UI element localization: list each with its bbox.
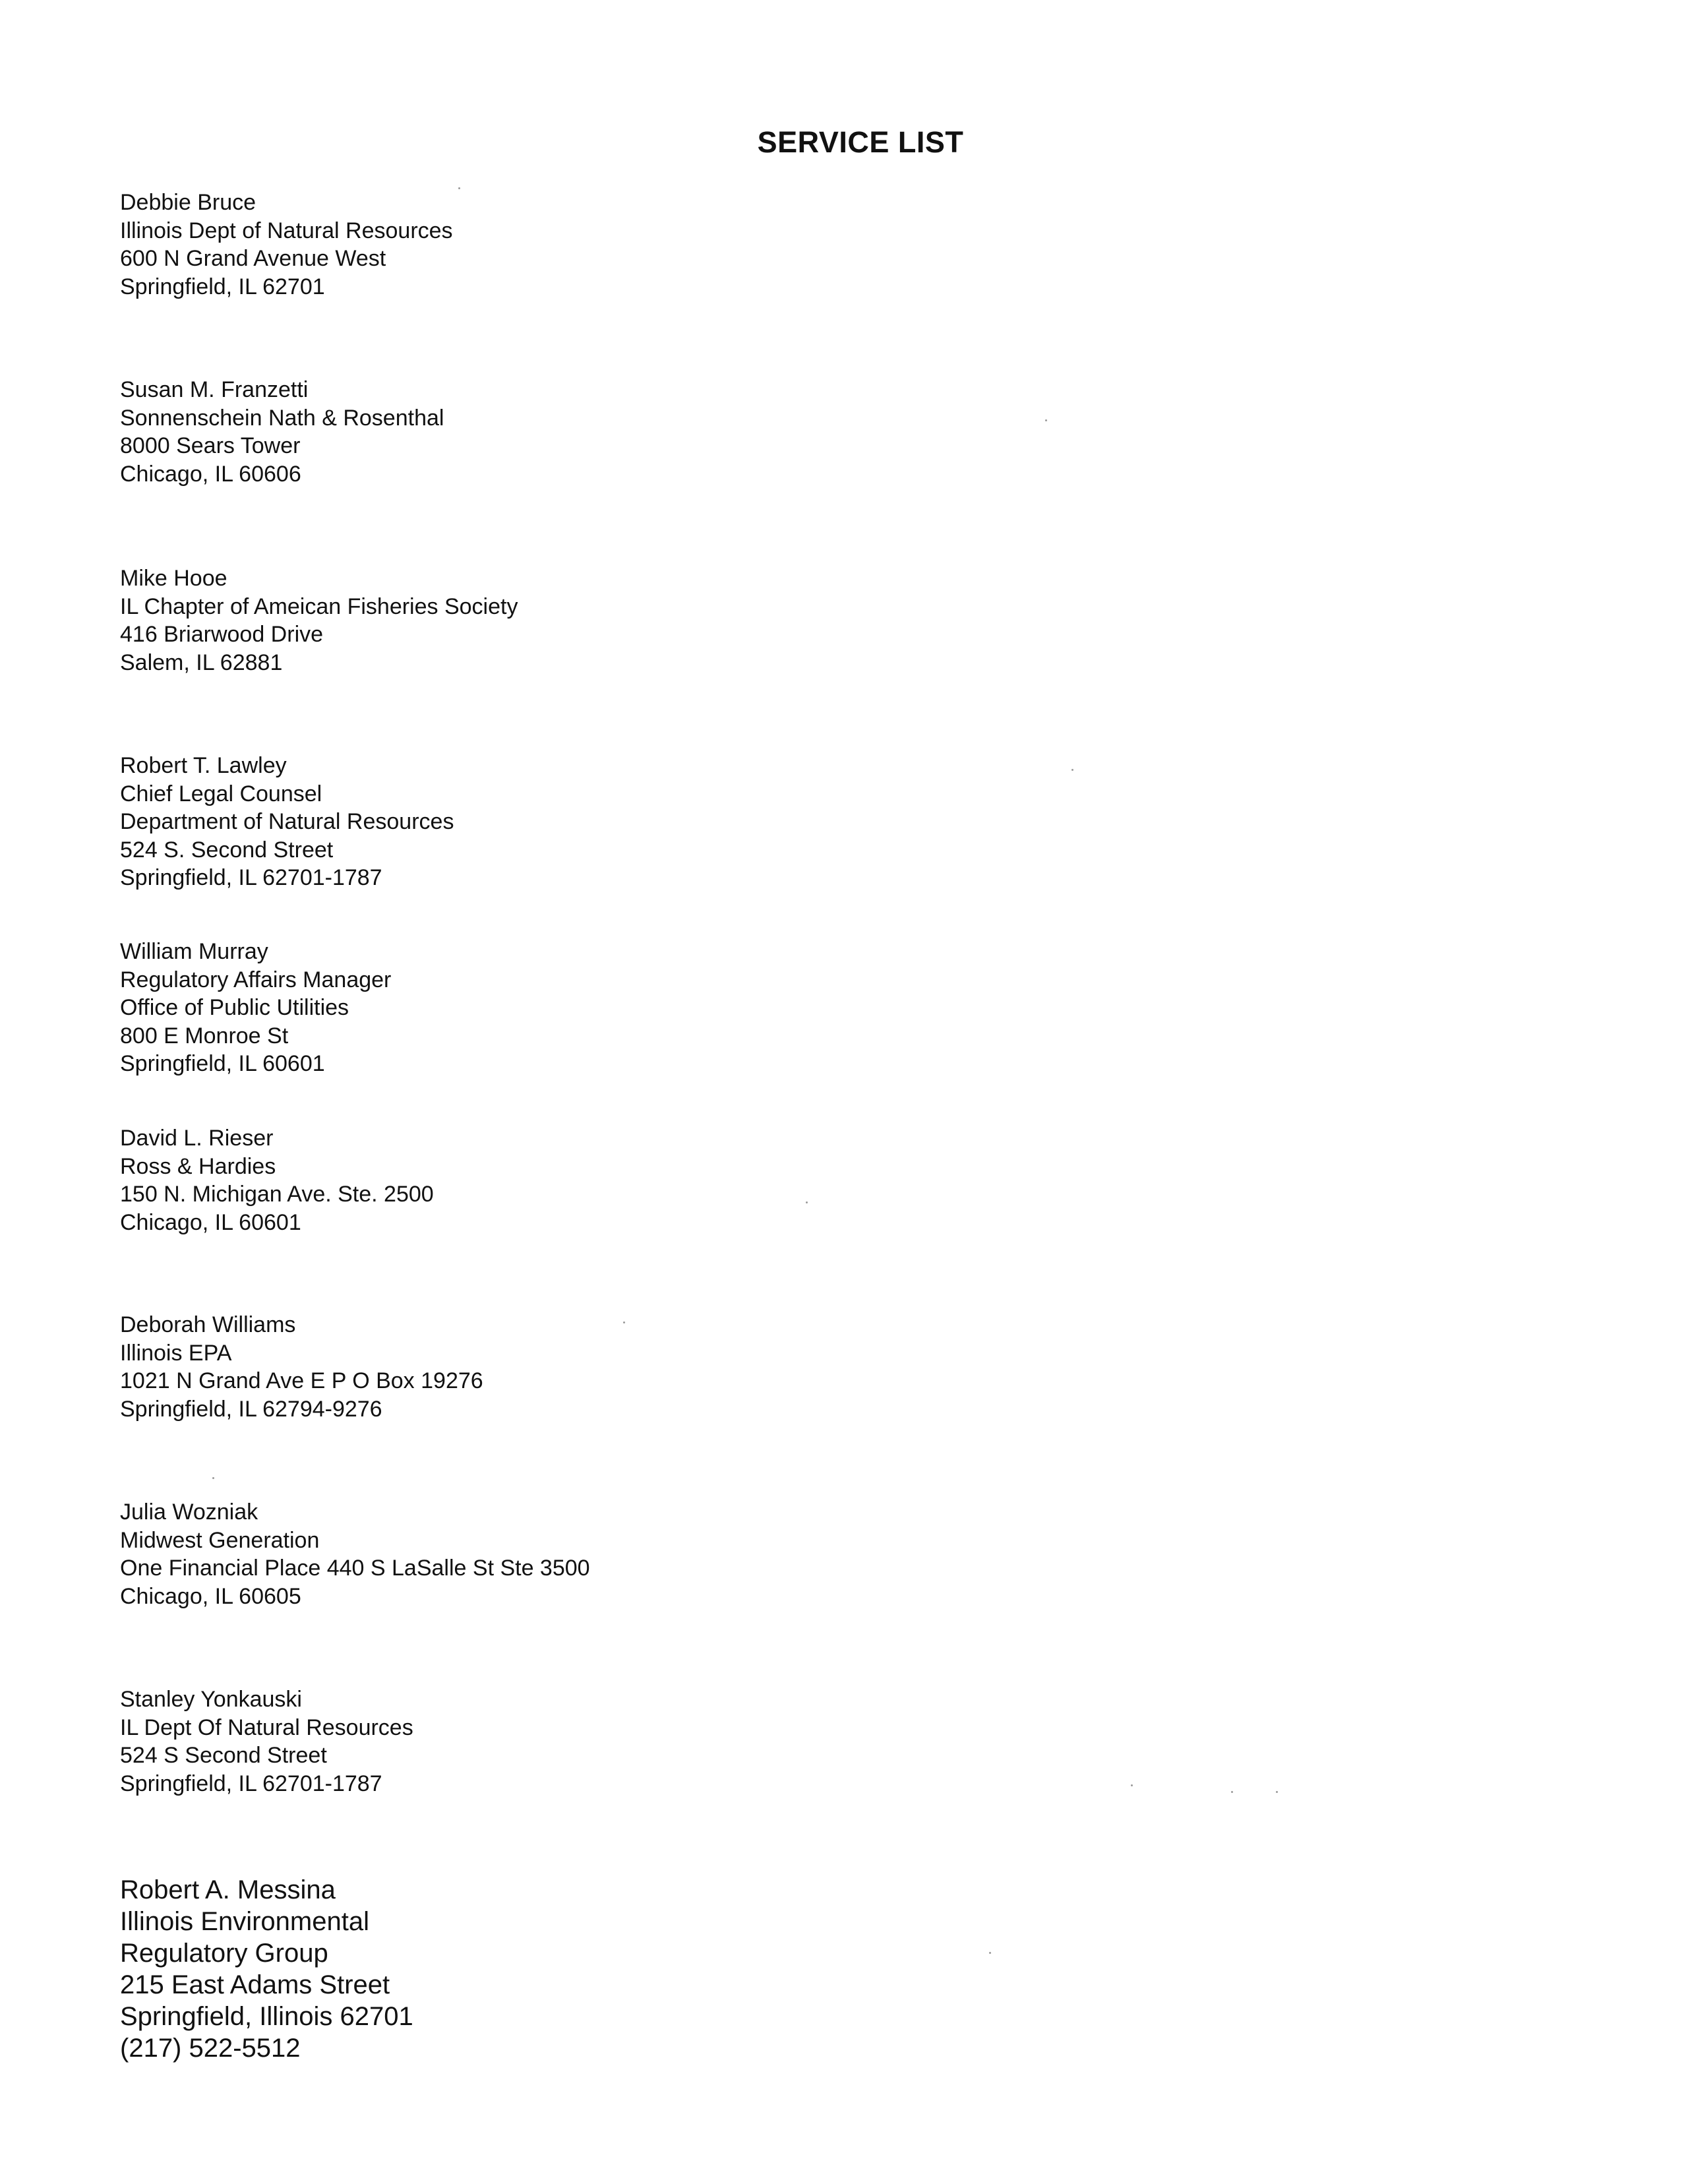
entry-name: David L. Rieser xyxy=(120,1126,274,1151)
entry-name: Susan M. Franzetti xyxy=(120,377,309,402)
service-entry xyxy=(120,938,391,1078)
page-title: SERVICE LIST xyxy=(757,125,964,159)
entry-line: Chief Legal Counsel xyxy=(120,781,322,806)
entry-line: Illinois EPA xyxy=(120,1340,232,1366)
entry-line: IL Chapter of Ameican Fisheries Society xyxy=(120,593,518,619)
entry-line: 416 Briarwood Drive xyxy=(120,622,324,647)
entry-line: 524 S Second Street xyxy=(120,1743,327,1768)
entry-line: Springfield, Illinois 62701 xyxy=(120,2002,413,2031)
entry-line: Springfield, IL 62794-9276 xyxy=(120,1396,382,1422)
scan-speck xyxy=(1131,1784,1133,1786)
service-entry xyxy=(120,1124,434,1236)
service-entry xyxy=(120,1311,483,1423)
scan-speck xyxy=(1276,1791,1278,1793)
service-entry xyxy=(120,564,518,677)
entry-line: Springfield, IL 62701-1787 xyxy=(120,865,382,890)
entry-line: 8000 Sears Tower xyxy=(120,433,301,458)
scan-speck xyxy=(989,1952,991,1954)
entry-line: (217) 522-5512 xyxy=(120,2034,301,2063)
scan-speck xyxy=(458,187,460,189)
entry-line: Springfield, IL 62701-1787 xyxy=(120,1771,382,1796)
entry-line: Chicago, IL 60605 xyxy=(120,1583,301,1609)
scan-speck xyxy=(1071,769,1073,771)
service-entry xyxy=(120,752,454,892)
scan-speck xyxy=(1231,1791,1233,1793)
entry-line: Salem, IL 62881 xyxy=(120,650,283,675)
entry-line: 1021 N Grand Ave E P O Box 19276 xyxy=(120,1368,483,1393)
entry-line: Midwest Generation xyxy=(120,1527,320,1553)
entry-name: Mike Hooe xyxy=(120,566,227,591)
scan-speck xyxy=(1045,419,1047,421)
service-entry xyxy=(120,1685,413,1798)
entry-line: 800 E Monroe St xyxy=(120,1023,289,1048)
entry-line: Sonnenschein Nath & Rosenthal xyxy=(120,405,444,431)
entry-line: Regulatory Group xyxy=(120,1939,328,1968)
entry-line: Illinois Dept of Natural Resources xyxy=(120,218,453,243)
entry-line: 150 N. Michigan Ave. Ste. 2500 xyxy=(120,1182,434,1207)
entry-line: Chicago, IL 60601 xyxy=(120,1209,301,1235)
entry-name: William Murray xyxy=(120,939,268,964)
entry-line: Springfield, IL 62701 xyxy=(120,274,325,299)
entry-line: Illinois Environmental xyxy=(120,1907,369,1936)
entry-line: Chicago, IL 60606 xyxy=(120,461,301,487)
entry-line: 524 S. Second Street xyxy=(120,837,334,863)
entry-line: One Financial Place 440 S LaSalle St Ste 3500 xyxy=(120,1556,590,1581)
scan-speck xyxy=(623,1321,625,1323)
service-entry xyxy=(120,1498,590,1610)
entry-name: Julia Wozniak xyxy=(120,1500,258,1525)
entry-line: Springfield, IL 60601 xyxy=(120,1051,325,1076)
entry-name: Robert A. Messina xyxy=(120,1875,336,1904)
scan-speck xyxy=(212,1477,214,1479)
entry-line: Ross & Hardies xyxy=(120,1153,276,1179)
entry-line: Regulatory Affairs Manager xyxy=(120,967,392,992)
service-entry-signatory xyxy=(120,1874,413,2064)
service-entry xyxy=(120,376,444,488)
entry-line: Department of Natural Resources xyxy=(120,809,454,834)
entry-name: Deborah Williams xyxy=(120,1312,296,1337)
entry-name: Debbie Bruce xyxy=(120,190,256,215)
service-entry xyxy=(120,189,453,301)
scan-speck xyxy=(806,1201,808,1203)
entry-name: Stanley Yonkauski xyxy=(120,1687,302,1712)
entry-line: 600 N Grand Avenue West xyxy=(120,246,386,271)
entry-line: Office of Public Utilities xyxy=(120,995,349,1020)
entry-line: IL Dept Of Natural Resources xyxy=(120,1714,413,1740)
entry-line: 215 East Adams Street xyxy=(120,1970,390,1999)
entry-name: Robert T. Lawley xyxy=(120,753,287,778)
